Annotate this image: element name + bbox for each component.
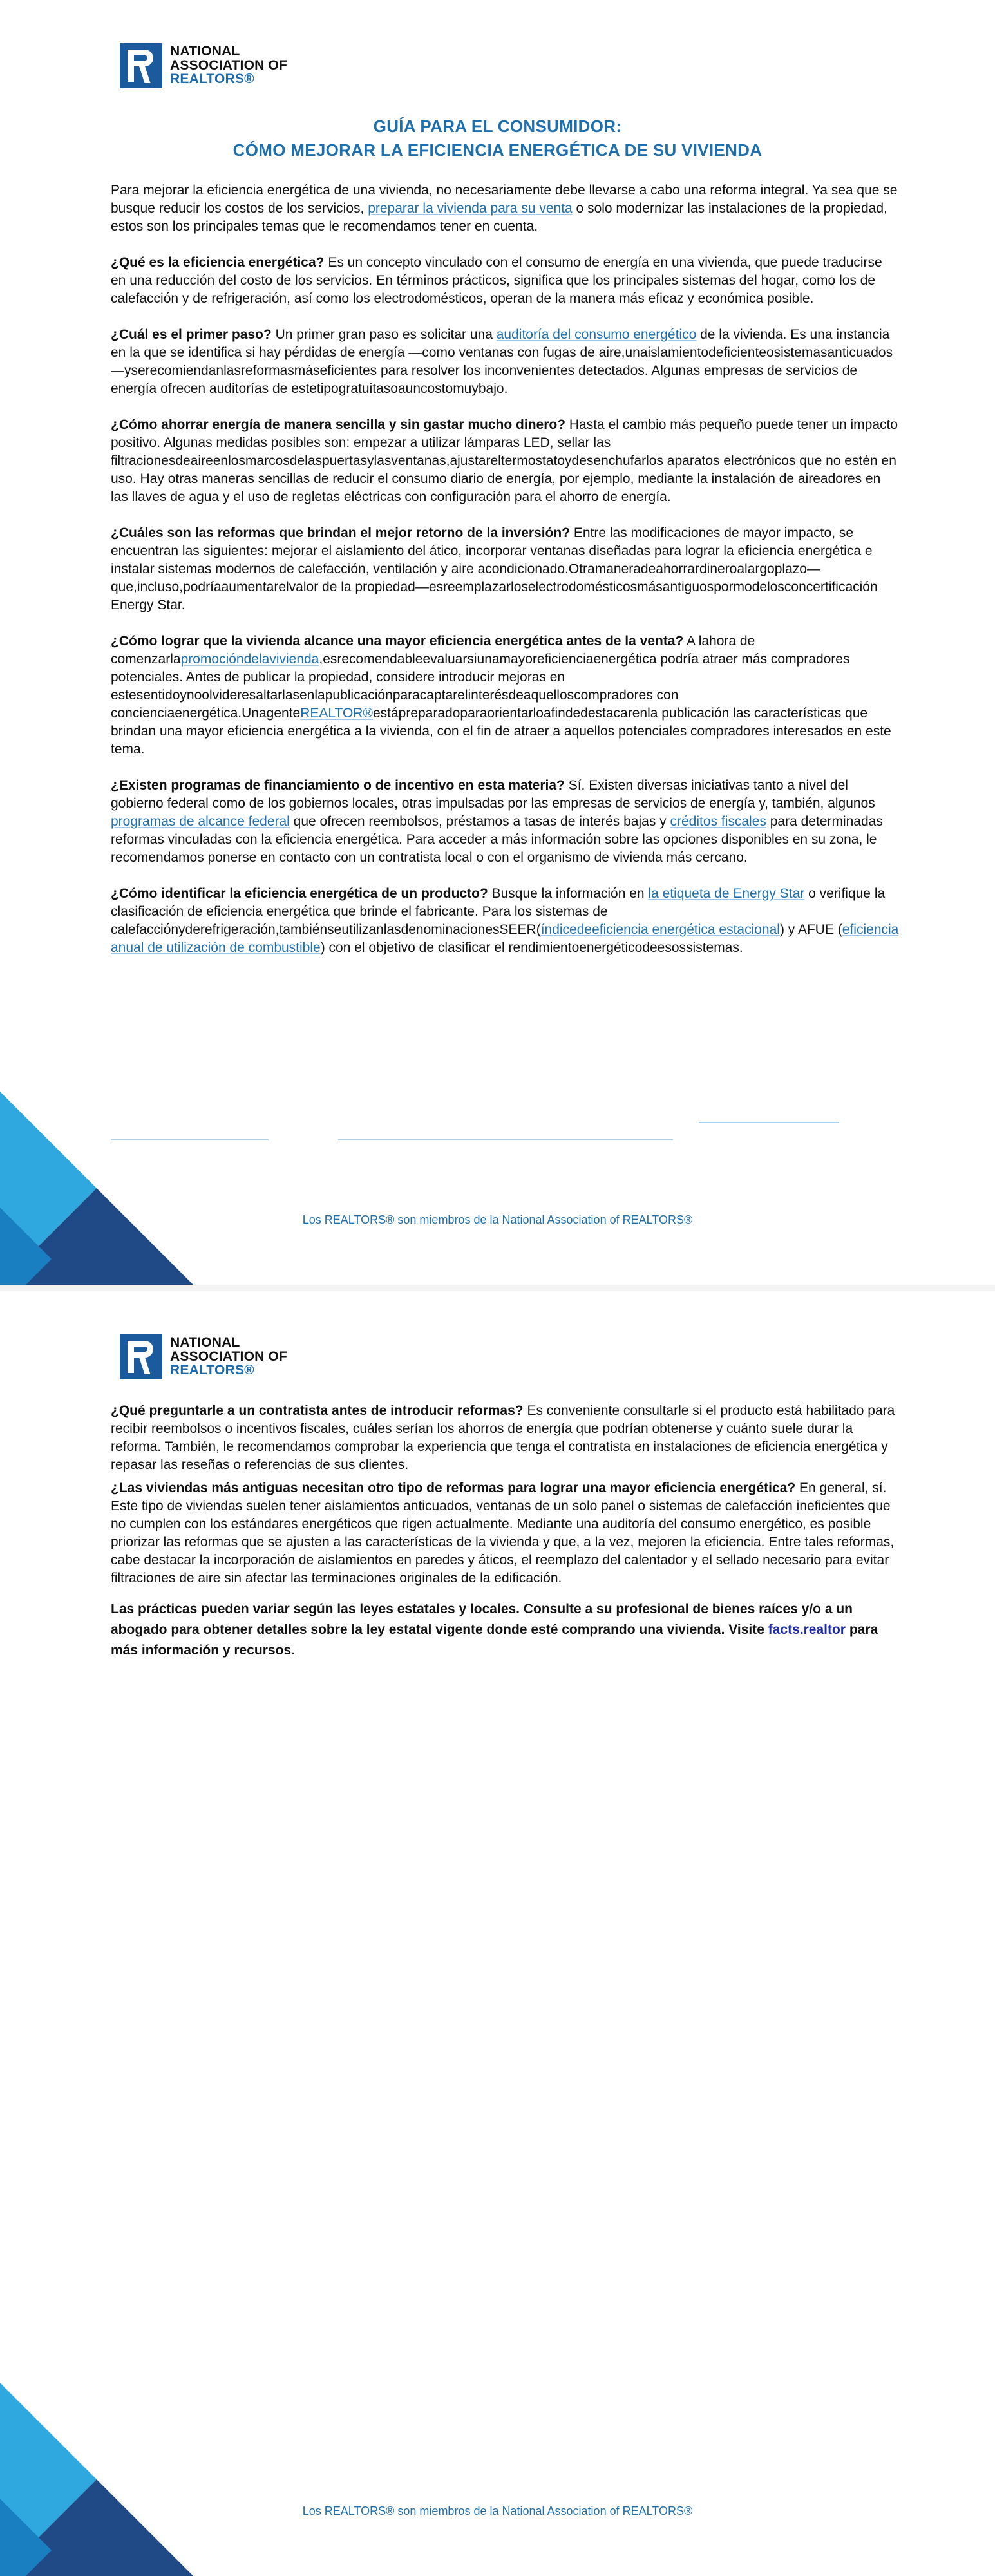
faq-answer: Es un concepto vinculado con el consumo de energía en una vivienda, que puede traducirse en una reducción del costo de los servicios. En términos prácticos, significa que los principales sistemas del hogar, como los de calefacción y de refrigeración, así como los electrodomésticos, operan de la manera más eficaz y económica posible. [111, 255, 882, 306]
logo-line-3: REALTORS® [170, 71, 254, 87]
corner-decoration [0, 1092, 193, 1285]
faq-item [111, 416, 900, 506]
title-line-1: GUÍA PARA EL CONSUMIDOR: [373, 117, 622, 136]
page-title [0, 115, 995, 162]
divider-line [338, 1139, 673, 1140]
faq-item: ¿Cómo identificar la eficiencia energética de un producto? Busque la información en la etiqueta de Energy Star o verifique la clasificación de eficiencia energética que brinde el fabricante. Para los sistemas de calefacciónyderefrigeración,tambiénseutilizanlasdenominacionesSEER(índicedeeficiencia energética estacional) y AFUE (eficiencia anual de utilización de combustible) con el objetivo de clasificar el rendimientoenergéticodeesossistemas. [111, 886, 899, 955]
nar-logo [120, 41, 287, 90]
faq-question: ¿Cuáles son las reformas que brindan el mejor retorno de la inversión? [111, 526, 571, 540]
intro-paragraph: Para mejorar la eficiencia energética de una vivienda, no necesariamente debe llevarse a cabo una reforma integral. Ya sea que se busque reducir los costos de los servicios, preparar la vivienda para su venta o solo modernizar las instalaciones de la propiedad, estos son los principales temas que le recomendamos tener en cuenta. [111, 183, 898, 234]
faq-answer: Es conveniente consultarle si el producto está habilitado para recibir reembolsos o incentivos fiscales, cuáles serían los ahorros de energía que podrían obtenerse y cuánto suele durar la reforma. También, le recomendamos comprobar la experiencia que tenga el contratista en instalaciones de eficiencia energética y repasar las reseñas o referencias de sus clientes. [111, 1403, 895, 1472]
nar-logo-icon [120, 1334, 162, 1379]
faq-item [111, 524, 900, 614]
document-page-2 [0, 1291, 995, 2576]
facts-realtor-link[interactable]: facts.realtor [768, 1622, 846, 1637]
faq-item [111, 254, 900, 308]
faq-question: ¿Qué es la eficiencia energética? [111, 255, 325, 270]
faq-question: ¿Qué preguntarle a un contratista antes de introducir reformas? [111, 1403, 524, 1418]
tax-credits-link[interactable]: créditos fiscales [670, 814, 766, 829]
page-footer: Los REALTORS® son miembros de la National Association of REALTORS® [302, 2505, 693, 2517]
prepare-home-for-sale-link[interactable]: preparar la vivienda para su venta [368, 201, 573, 216]
faq-item [111, 1479, 900, 1587]
faq-item: ¿Cómo lograr que la vivienda alcance una mayor eficiencia energética antes de la venta? A lahora de comenzarlapromocióndelavivienda,esrecomendableevaluarsiunamayoreficienciaenergética podría atraer más compradores potenciales. Antes de publicar la propiedad, considere introducir mejoras en estesentidoynoolvideresaltarlasenlapublicaciónparacaptarelinterésdeaquelloscompradores con concienciaenergética.UnagenteREALTOR®estápreparadoparaorientarloafindedestacarenla publicación las características que brindan una mayor eficiencia energética a la vivienda, con el fin de atraer a aquellos potenciales compradores interesados en este tema. [111, 634, 891, 757]
page-2-body [111, 1402, 900, 1679]
energy-star-label-link[interactable]: la etiqueta de Energy Star [648, 886, 805, 901]
nar-logo-icon [120, 43, 162, 88]
title-line-2: CÓMO MEJORAR LA EFICIENCIA ENERGÉTICA DE SU VIVIENDA [232, 140, 763, 160]
faq-answer: Entre las modificaciones de mayor impacto, se encuentran las siguientes: mejorar el aislamiento del ático, incorporar ventanas diseñadas para lograr la eficiencia energética e instalar sistemas modernos de calefacción, ventilación y aire acondicionado.Otramaneradeahorrardineroalargoplazo—que,incluso,podríaaumentarelvalor de la propiedad—esreemplazarloselectrodomésticosmásantiguospormodelosconcertificación Energy Star. [111, 526, 878, 612]
home-promotion-link[interactable]: promocióndelavivienda [180, 652, 319, 667]
afue-link[interactable]: eficiencia anual de utilización de combustible [111, 922, 899, 955]
logo-line-2: ASSOCIATION OF [170, 57, 288, 73]
logo-line-1: NATIONAL [170, 1335, 240, 1350]
logo-line-3: REALTORS® [170, 1363, 254, 1378]
page-1-body [111, 182, 900, 975]
divider-line [699, 1122, 839, 1123]
page-footer: Los REALTORS® son miembros de la National Association of REALTORS® [302, 1213, 693, 1226]
faq-question: ¿Las viviendas más antiguas necesitan otro tipo de reformas para lograr una mayor eficiencia energética? [111, 1481, 796, 1495]
closing-paragraph: Las prácticas pueden variar según las leyes estatales y locales. Consulte a su profesional de bienes raíces y/o a un abogado para obtener detalles sobre la ley estatal vigente donde esté comprando una vivienda. Visite facts.realtor para más información y recursos. [111, 1602, 878, 1658]
faq-item [111, 1402, 900, 1474]
nar-logo [120, 1332, 287, 1381]
logo-line-2: ASSOCIATION OF [170, 1349, 288, 1364]
faq-item: ¿Existen programas de financiamiento o de incentivo en esta materia? Sí. Existen diversas iniciativas tanto a nivel del gobierno federal como de los gobiernos locales, otras impulsadas por las empresas de servicios de energía y, también, algunos programas de alcance federal que ofrecen reembolsos, préstamos a tasas de interés bajas y créditos fiscales para determinadas reformas vinculadas con la eficiencia energética. Para acceder a más información sobre las opciones disponibles en su zona, le recomendamos ponerse en contacto con un contratista local o con el organismo de vivienda más cercano. [111, 778, 883, 865]
faq-question: ¿Existen programas de financiamiento o de incentivo en esta materia? [111, 778, 565, 793]
federal-programs-link[interactable]: programas de alcance federal [111, 814, 290, 829]
faq-question: ¿Cómo ahorrar energía de manera sencilla y sin gastar mucho dinero? [111, 417, 566, 432]
seer-link[interactable]: índicedeeficiencia energética estacional [540, 922, 780, 937]
faq-answer: En general, sí. Este tipo de viviendas suelen tener aislamientos anticuados, ventanas de un solo panel o sistemas de calefacción ineficientes que no cumplen con los estándares energéticos que rigen actualmente. Mediante una auditoría del consumo energético, es posible priorizar las reformas que se ajusten a las características de la vivienda y que, a la vez, mejoren la eficiencia. Entre tales reformas, cabe destacar la incorporación de aislamientos en paredes y áticos, el reemplazo del calentador y el sellado necesario para evitar filtraciones de aire sin afectar las terminaciones originales de la edificación. [111, 1481, 895, 1586]
faq-answer: Hasta el cambio más pequeño puede tener un impacto positivo. Algunas medidas posibles son: empezar a utilizar lámparas LED, sellar las filtracionesdeaireenlosmarcosdelaspuertasylasventanas,ajustareltermostatoydesenchufarlos aparatos electrónicos que no estén en uso. Hay otras maneras sencillas de reducir el consumo diario de energía, por ejemplo, mediante la instalación de aireadores en las llaves de agua y el uso de regletas eléctricas con configuración para el ahorro de energía. [111, 417, 898, 504]
faq-question: ¿Cuál es el primer paso? [111, 327, 272, 342]
faq-question: ¿Cómo lograr que la vivienda alcance una mayor eficiencia energética antes de la venta? [111, 634, 684, 649]
realtor-link[interactable]: REALTOR® [300, 706, 373, 721]
faq-question: ¿Cómo identificar la eficiencia energética de un producto? [111, 886, 488, 901]
logo-line-1: NATIONAL [170, 44, 240, 59]
energy-audit-link[interactable]: auditoría del consumo energético [496, 327, 697, 342]
faq-item: ¿Cuál es el primer paso? Un primer gran paso es solicitar una auditoría del consumo energético de la vivienda. Es una instancia en la que se identifica si hay pérdidas de energía —como ventanas con fugas de aire,unaislamientodeficienteosistemasanticuados—yserecomiendanlasreformasmáseficientes para resolver los inconvenientes detectados. Algunas empresas de servicios de energía ofrecen auditorías de estetipogratuitasoauncostomuybajo. [111, 327, 893, 396]
document-page-1 [0, 0, 995, 1285]
corner-decoration [0, 2383, 193, 2576]
